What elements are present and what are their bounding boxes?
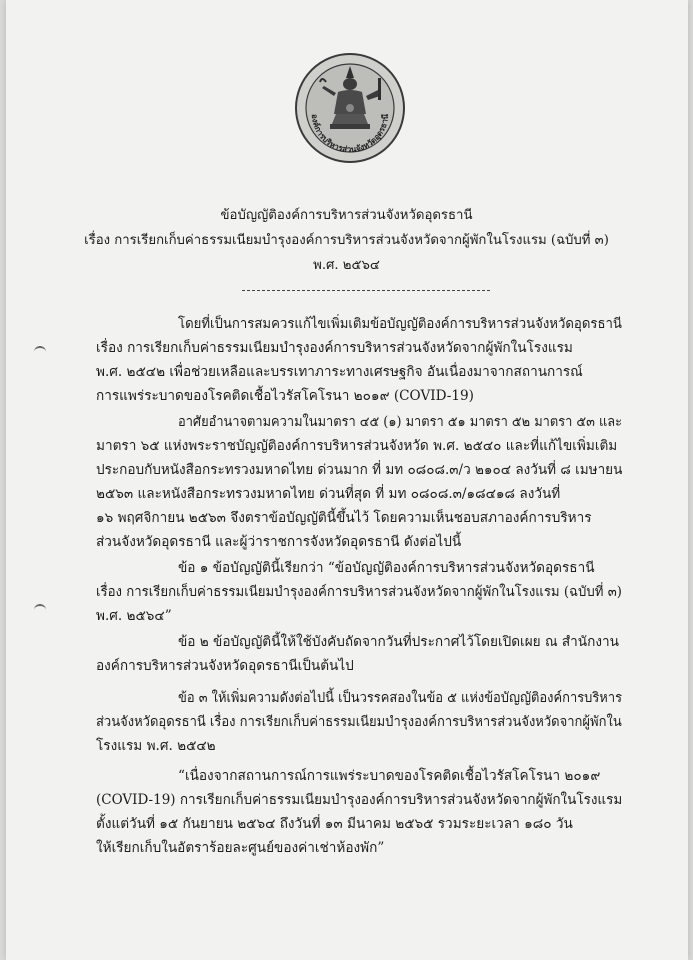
body-line: โดยที่เป็นการสมควรแก้ไขเพิ่มเติมข้อบัญญัติองค์การบริหารส่วนจังหวัดอุดรธานี <box>178 316 622 332</box>
body-line: “เนื่องจากสถานการณ์การแพร่ระบาดของโรคติดเชื้อไวรัสโคโรนา ๒๐๑๙ <box>178 768 601 784</box>
body-line: ข้อ ๒ ข้อบัญญัตินี้ให้ใช้บังคับถัดจากวันที่ประกาศไว้โดยเปิดเผย ณ สำนักงาน <box>178 634 619 650</box>
body-line: อาศัยอำนาจตามความในมาตรา ๔๕ (๑) มาตรา ๕๑ มาตรา ๕๒ มาตรา ๕๓ และ <box>178 414 623 430</box>
body-line: มาตรา ๖๕ แห่งพระราชบัญญัติองค์การบริหารส่วนจังหวัด พ.ศ. ๒๕๔๐ และที่แก้ไขเพิ่มเติม <box>96 438 618 454</box>
body-line: ข้อ ๑ ข้อบัญญัตินี้เรียกว่า “ข้อบัญญัติองค์การบริหารส่วนจังหวัดอุดรธานี <box>178 560 595 576</box>
body-line: ประกอบกับหนังสือกระทรวงมหาดไทย ด่วนมาก ที่ มท ๐๘๐๘.๓/ว ๒๑๐๔ ลงวันที่ ๘ เมษายน <box>96 462 623 478</box>
body-line: ๑๖ พฤศจิกายน ๒๕๖๓ จึงตราข้อบัญญัตินี้ขึ้นไว้ โดยความเห็นชอบสภาองค์การบริหาร <box>96 510 592 526</box>
body-line: ๒๕๖๓ และหนังสือกระทรวงมหาดไทย ด่วนที่สุด ที่ มท ๐๘๐๘.๓/๑๘๔๑๘ ลงวันที่ <box>96 486 561 502</box>
body-line: ส่วนจังหวัดอุดรธานี เรื่อง การเรียกเก็บค่าธรรมเนียมบำรุงองค์การบริหารส่วนจังหวัดจากผู้พักใน <box>96 714 622 730</box>
separator-dashed-line <box>242 290 490 291</box>
body-line: ให้เรียกเก็บในอัตราร้อยละศูนย์ของค่าเช่าห้องพัก” <box>96 840 385 856</box>
body-line: การแพร่ระบาดของโรคติดเชื้อไวรัสโคโรนา ๒๐๑๙ (COVID-19) <box>96 388 474 404</box>
body-line: พ.ศ. ๒๕๔๒ เพื่อช่วยเหลือและบรรเทาภาระทางเศรษฐกิจ อันเนื่องมาจากสถานการณ์ <box>96 364 583 380</box>
body-line: พ.ศ. ๒๕๖๔” <box>96 608 172 624</box>
province-seal-logo <box>294 52 406 164</box>
body-line: ตั้งแต่วันที่ ๑๕ กันยายน ๒๕๖๔ ถึงวันที่ ๑๓ มีนาคม ๒๕๖๕ รวมระยะเวลา ๑๘๐ วัน <box>96 816 573 832</box>
document-year: พ.ศ. ๒๕๖๔ <box>313 258 380 273</box>
document-subject: เรื่อง การเรียกเก็บค่าธรรมเนียมบำรุงองค์การบริหารส่วนจังหวัดจากผู้พักในโรงแรม (ฉบับที่ ๓) <box>84 233 609 248</box>
body-line: (COVID-19) การเรียกเก็บค่าธรรมเนียมบำรุงองค์การบริหารส่วนจังหวัดจากผู้พักในโรงแรม <box>96 792 623 808</box>
punch-hole-mark <box>34 346 46 356</box>
body-line: ส่วนจังหวัดอุดรธานี และผู้ว่าราชการจังหวัดอุดรธานี ดังต่อไปนี้ <box>96 534 462 550</box>
body-line: เรื่อง การเรียกเก็บค่าธรรมเนียมบำรุงองค์การบริหารส่วนจังหวัดจากผู้พักในโรงแรม (ฉบับที่ ๓) <box>96 584 622 600</box>
svg-text:องค์การบริหารส่วนจังหวัดอุดรธา: องค์การบริหารส่วนจังหวัดอุดรธานี <box>309 113 391 155</box>
document-title: ข้อบัญญัติองค์การบริหารส่วนจังหวัดอุดรธานี <box>220 208 473 223</box>
body-line: เรื่อง การเรียกเก็บค่าธรรมเนียมบำรุงองค์การบริหารส่วนจังหวัดจากผู้พักในโรงแรม <box>96 340 573 356</box>
body-line: ข้อ ๓ ให้เพิ่มความดังต่อไปนี้ เป็นวรรคสองในข้อ ๕ แห่งข้อบัญญัติองค์การบริหาร <box>178 690 623 706</box>
punch-hole-mark <box>34 604 46 614</box>
body-line: องค์การบริหารส่วนจังหวัดอุดรธานีเป็นต้นไป <box>96 658 354 674</box>
body-line: โรงแรม พ.ศ. ๒๕๔๒ <box>96 738 216 754</box>
